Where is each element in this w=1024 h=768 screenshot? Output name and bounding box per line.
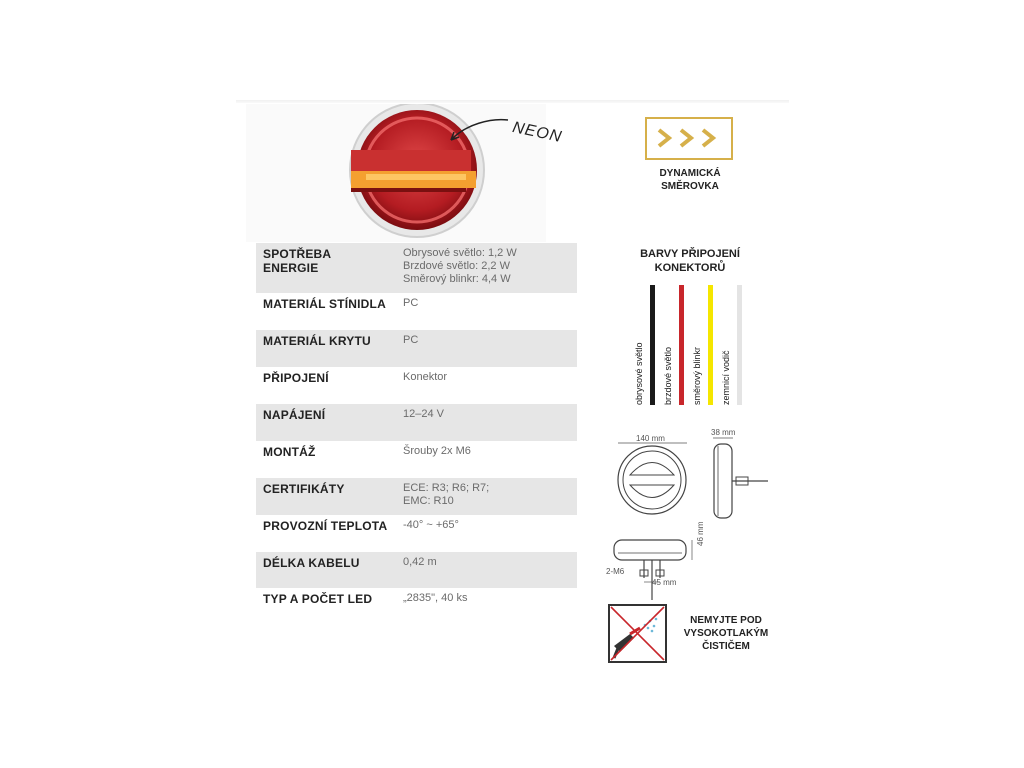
wire-line bbox=[650, 285, 655, 405]
spec-row bbox=[256, 515, 577, 552]
spec-value bbox=[396, 478, 577, 515]
spec-value-line: Konektor bbox=[403, 371, 448, 383]
spec-label: MATERIÁL STÍNIDLA bbox=[263, 297, 386, 311]
triple-chevron-right-icon bbox=[647, 119, 731, 158]
spec-label: PŘIPOJENÍ bbox=[263, 371, 329, 385]
wire-label: zemnicí vodič bbox=[721, 350, 731, 405]
no-pressure-washer-icon bbox=[610, 606, 665, 661]
dimension-drawing bbox=[600, 420, 778, 600]
spec-label: MATERIÁL KRYTU bbox=[256, 330, 396, 367]
dim-bolt: 2-M6 bbox=[606, 567, 625, 576]
spec-value bbox=[396, 404, 577, 441]
spec-value-line: 0,42 m bbox=[403, 556, 437, 568]
spec-label: CERTIFIKÁTY bbox=[256, 478, 396, 515]
spec-row bbox=[256, 404, 577, 441]
spec-row bbox=[256, 441, 577, 478]
product-photo bbox=[246, 104, 546, 242]
connector-title-line2: KONEKTORŮ bbox=[654, 262, 726, 274]
dim-spacing: 45 mm bbox=[652, 578, 677, 587]
spec-row bbox=[256, 552, 577, 588]
wire-label: směrový blinkr bbox=[692, 346, 702, 405]
connector-title-line1: BARVY PŘIPOJENÍ bbox=[640, 248, 740, 260]
spec-value-line: „2835", 40 ks bbox=[403, 592, 468, 604]
spec-row bbox=[256, 478, 577, 515]
spec-value-line: EMC: R10 bbox=[403, 495, 454, 507]
spec-row bbox=[256, 367, 577, 404]
top-divider bbox=[236, 100, 789, 103]
dynamic-indicator-box bbox=[645, 117, 733, 160]
spec-value-line: -40° ~ +65° bbox=[403, 519, 459, 531]
spec-row bbox=[256, 588, 577, 624]
wire-label: brzdové světlo bbox=[663, 346, 673, 405]
spec-row bbox=[256, 293, 577, 330]
spec-value bbox=[396, 330, 577, 367]
wire-label: obrysové světlo bbox=[634, 342, 644, 405]
connector-title bbox=[625, 247, 755, 275]
spec-value bbox=[396, 293, 577, 330]
specs-table bbox=[256, 243, 577, 624]
spec-value bbox=[396, 367, 577, 404]
spec-label: MONTÁŽ bbox=[263, 445, 316, 459]
spec-value-line: 12–24 V bbox=[403, 408, 444, 420]
warning-line3: ČISTIČEM bbox=[702, 641, 750, 652]
warning-line1: NEMYJTE POD bbox=[690, 615, 762, 626]
spec-value-line: PC bbox=[403, 297, 419, 309]
spec-value-line: Obrysové světlo: 1,2 W bbox=[403, 247, 517, 259]
spec-value-line: Šrouby 2x M6 bbox=[403, 445, 471, 457]
spec-row bbox=[256, 330, 577, 367]
dynamic-indicator-label bbox=[640, 167, 740, 193]
dim-width: 140 mm bbox=[636, 434, 665, 443]
spec-value-line: Směrový blinkr: 4,4 W bbox=[403, 273, 511, 285]
spec-label: SPOTŘEBA ENERGIE bbox=[256, 243, 396, 293]
warning-label bbox=[677, 614, 775, 653]
dynamic-line1: DYNAMICKÁ bbox=[659, 168, 721, 179]
spec-value bbox=[396, 243, 577, 293]
spec-label: TYP A POČET LED bbox=[263, 592, 373, 606]
spec-label: NAPÁJENÍ bbox=[256, 404, 396, 441]
dynamic-line2: SMĚROVKA bbox=[661, 181, 719, 192]
warning-line2: VYSOKOTLAKÝM bbox=[683, 628, 769, 639]
wire-line bbox=[737, 285, 742, 405]
spec-value bbox=[396, 552, 577, 588]
spec-value bbox=[396, 588, 577, 624]
spec-value-line: ECE: R3; R6; R7; bbox=[403, 482, 490, 494]
warning-box bbox=[608, 604, 667, 663]
spec-value bbox=[396, 515, 577, 552]
tail-lamp-image bbox=[246, 104, 546, 242]
spec-value-line: PC bbox=[403, 334, 419, 346]
spec-label: PROVOZNÍ TEPLOTA bbox=[263, 519, 388, 533]
wire-line bbox=[708, 285, 713, 405]
spec-label: DÉLKA KABELU bbox=[256, 552, 396, 588]
neon-callout: NEON bbox=[510, 118, 564, 147]
dim-height: 46 mm bbox=[696, 521, 705, 546]
dim-depth: 38 mm bbox=[711, 428, 736, 437]
wire-line bbox=[679, 285, 684, 405]
spec-value bbox=[396, 441, 577, 478]
spec-row bbox=[256, 243, 577, 293]
spec-value-line: Brzdové světlo: 2,2 W bbox=[403, 260, 510, 272]
